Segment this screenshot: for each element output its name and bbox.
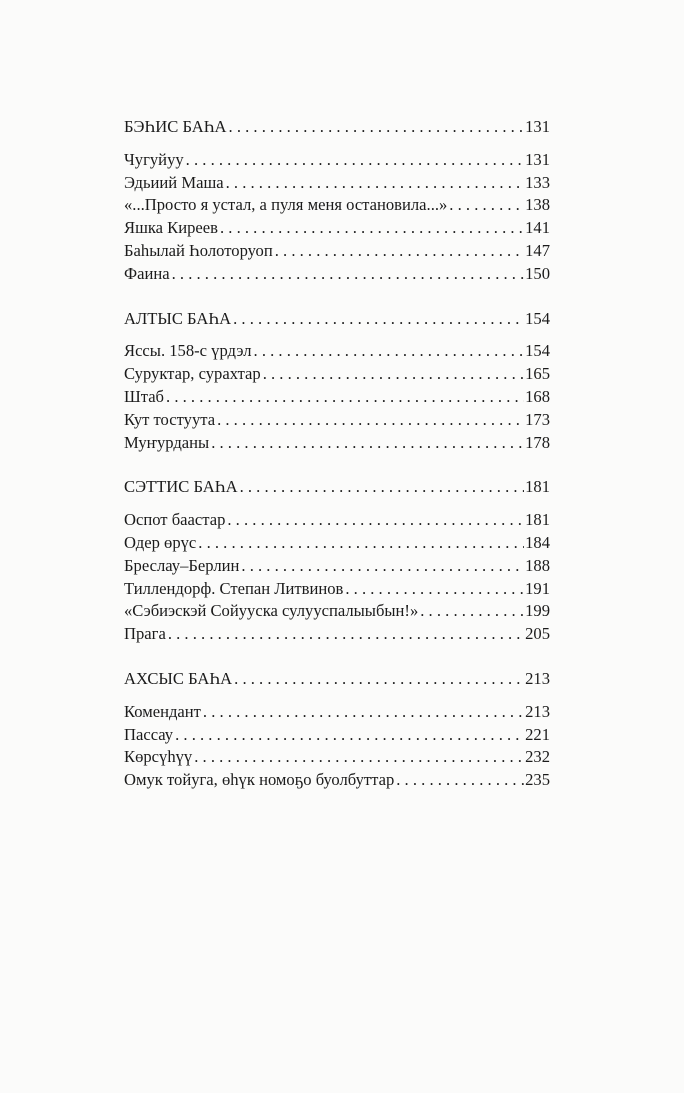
toc-entry[interactable] [124,409,550,432]
dot-leader [226,172,525,195]
dot-leader [233,308,524,331]
dot-leader [217,409,524,432]
toc-page-number: 154 [525,341,550,361]
toc-entry[interactable] [124,769,550,792]
toc-entry[interactable] [124,746,550,769]
toc-heading-title: АЛТЫС БАҺА [124,308,232,328]
dot-leader [263,363,524,386]
toc-entry-title: Яшка Киреев [124,218,218,238]
toc-page-number: 181 [525,510,550,530]
toc-page-number: 154 [525,308,550,328]
toc-heading[interactable] [124,116,550,139]
toc-page-number: 141 [525,218,550,238]
toc-entry-title: «Сэбиэскэй Сойууска сулууспалыыбын!» [124,601,419,621]
dot-leader [227,509,524,532]
toc-entry[interactable] [124,386,550,409]
toc-page-number: 213 [525,701,550,721]
toc-entry-title: Фаина [124,263,170,283]
dot-leader [254,340,525,363]
toc-entry-title: Прага [124,624,166,644]
toc-page-number: 133 [525,172,550,192]
toc-page-number: 168 [525,386,550,406]
dot-leader [345,578,524,601]
toc-page-number: 221 [525,724,550,744]
dot-leader [172,263,525,286]
toc-entry[interactable] [124,600,550,623]
dot-leader [234,668,524,691]
toc-entry-title: Штаб [124,386,165,406]
toc-page-number: 173 [525,409,550,429]
toc-heading-title: АХСЫС БАҺА [124,668,233,688]
toc-entry[interactable] [124,701,550,724]
toc-entry[interactable] [124,509,550,532]
toc-page-number: 205 [525,624,550,644]
dot-leader [186,149,524,172]
toc-page-number: 188 [525,555,550,575]
dot-leader [166,386,524,409]
toc-page-number: 178 [525,432,550,452]
toc-page-number: 235 [525,770,550,790]
toc-page-number: 191 [525,578,550,598]
dot-leader [229,116,525,139]
toc-page-number: 131 [525,117,550,136]
dot-leader [211,432,524,455]
toc-entry-title: Чугуйуу [124,149,184,169]
toc-page-number: 213 [525,668,550,688]
toc-entry-title: Тиллендорф. Степан Литвинов [124,578,344,598]
toc-entry-title: Оспот баастар [124,510,226,530]
toc-page-number: 150 [525,263,550,283]
toc-entry-title: Баһылай Һолоторуоп [124,240,273,260]
toc-entry-title: Бреслау–Берлин [124,555,240,575]
dot-leader [240,476,525,499]
toc-entry-title: Муҥурданы [124,432,210,452]
toc-entry[interactable] [124,217,550,240]
table-of-contents [124,116,550,814]
dot-leader [275,240,524,263]
dot-leader [198,532,524,555]
toc-page-number: 165 [525,364,550,384]
toc-page-number: 181 [525,477,550,497]
toc-section-7 [124,476,550,646]
toc-entry[interactable] [124,240,550,263]
toc-entry[interactable] [124,532,550,555]
toc-entry[interactable] [124,149,550,172]
toc-page-number: 147 [525,240,550,260]
toc-entry[interactable] [124,555,550,578]
dot-leader [194,746,524,769]
toc-entry[interactable] [124,432,550,455]
toc-page-number: 232 [525,747,550,767]
dot-leader [175,724,524,747]
toc-entry-title: «...Просто я устал, а пуля меня остановила...» [124,195,448,215]
toc-entry[interactable] [124,578,550,601]
dot-leader [241,555,524,578]
toc-page-number: 184 [525,532,550,552]
dot-leader [396,769,524,792]
toc-entry-title: Кут тостуута [124,409,216,429]
toc-section-6 [124,308,550,455]
toc-entry[interactable] [124,263,550,286]
toc-entry-title: Яссы. 158-с үрдэл [124,341,252,361]
toc-entry-title: Комендант [124,701,201,721]
toc-entry-title: Көрсүһүү [124,747,193,767]
toc-heading[interactable] [124,668,550,691]
toc-entry-title: Суруктар, сурахтар [124,364,261,384]
toc-entry[interactable] [124,340,550,363]
toc-entry-title: Омук тойуга, өһүк номоҕо буолбуттар [124,770,395,790]
dot-leader [420,600,524,623]
toc-page-number: 199 [525,601,550,621]
toc-entry[interactable] [124,363,550,386]
toc-page-number: 138 [525,195,550,215]
toc-entry[interactable] [124,724,550,747]
toc-entry[interactable] [124,623,550,646]
toc-heading[interactable] [124,308,550,331]
toc-page-number: 131 [525,149,550,169]
toc-entry-title: Эдьиий Маша [124,172,224,192]
toc-heading-title: БЭҺИС БАҺА [124,117,227,136]
toc-heading-title: СЭТТИС БАҺА [124,477,238,497]
toc-section-5 [124,116,550,286]
toc-entry[interactable] [124,194,550,217]
toc-entry[interactable] [124,172,550,195]
dot-leader [203,701,524,724]
dot-leader [220,217,524,240]
dot-leader [449,194,524,217]
dot-leader [168,623,524,646]
toc-entry-title: Пассау [124,724,174,744]
toc-heading[interactable] [124,476,550,499]
toc-entry-title: Одер өрүс [124,532,197,552]
toc-section-8 [124,668,550,792]
